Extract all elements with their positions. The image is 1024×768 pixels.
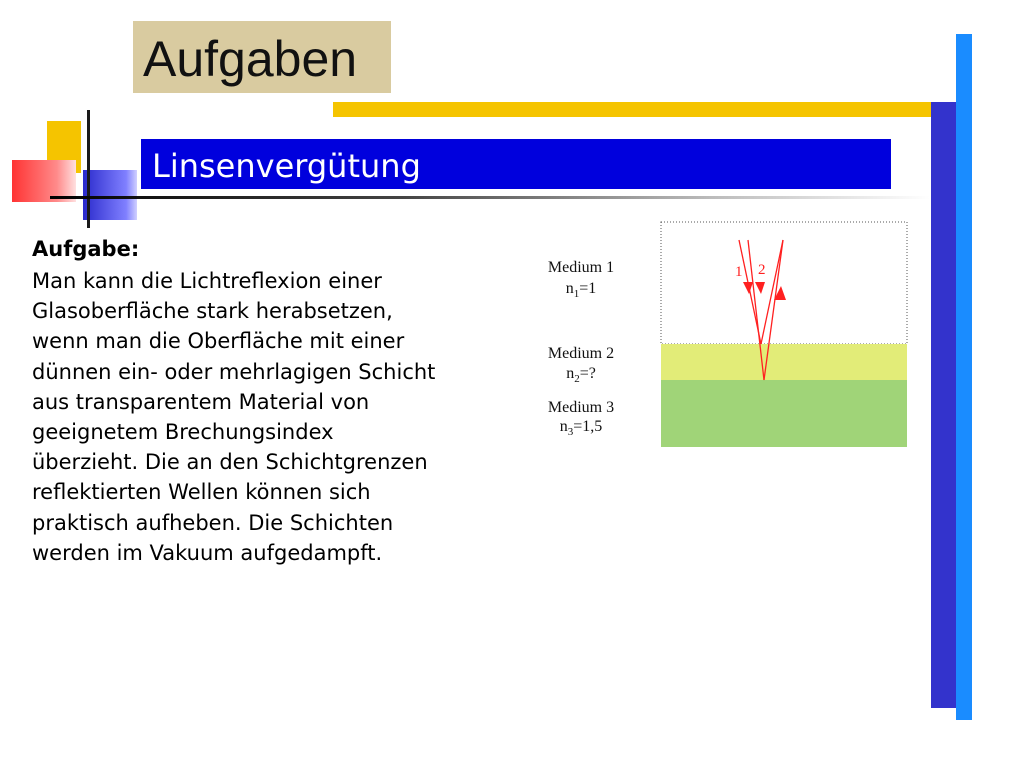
decor-bar-navy xyxy=(931,102,957,708)
page-title: Aufgaben xyxy=(143,31,358,87)
task-line: aus transparentem Material von xyxy=(32,389,370,414)
ray-label-1: 1 xyxy=(735,264,743,280)
decor-bar-cyan xyxy=(956,34,972,720)
medium-2-label: Medium 2 xyxy=(547,345,615,362)
layer-reflection-diagram xyxy=(520,218,920,458)
task-line: überzieht. Die an den Schichtgrenzen xyxy=(32,450,428,475)
task-line: wenn man die Oberfläche mit einer xyxy=(32,329,405,354)
subtitle: Linsenvergütung xyxy=(152,147,421,185)
ray-label-2: 2 xyxy=(758,262,766,278)
medium-1-index: $n_1=1$ xyxy=(565,280,597,300)
task-line: praktisch aufheben. Die Schichten xyxy=(32,510,394,535)
medium-2-region xyxy=(661,344,907,380)
decor-square-blue xyxy=(83,170,137,220)
medium-3-index: $n_3=1,5$ xyxy=(559,418,603,438)
task-heading: Aufgabe: xyxy=(32,237,140,261)
task-body xyxy=(32,266,532,568)
medium-3-region xyxy=(661,380,907,447)
medium-3-label: Medium 3 xyxy=(547,399,615,416)
decor-line-vertical xyxy=(87,110,90,228)
task-line: geeignetem Brechungsindex xyxy=(32,420,334,445)
decor-line-horizontal xyxy=(50,196,930,199)
task-line: Man kann die Lichtreflexion einer xyxy=(32,269,382,293)
task-line: dünnen ein- oder mehrlagigen Schicht xyxy=(32,359,436,384)
medium-1-region xyxy=(661,222,907,344)
decor-bar-yellow xyxy=(333,102,931,117)
task-line: werden im Vakuum aufgedampft. xyxy=(32,540,383,565)
task-line: Glasoberfläche stark herabsetzen, xyxy=(32,299,393,324)
medium-1-label: Medium 1 xyxy=(547,259,615,276)
task-line: reflektierten Wellen können sich xyxy=(32,480,371,505)
medium-labels xyxy=(548,259,614,438)
medium-2-index: $n_2=$? xyxy=(566,365,596,385)
